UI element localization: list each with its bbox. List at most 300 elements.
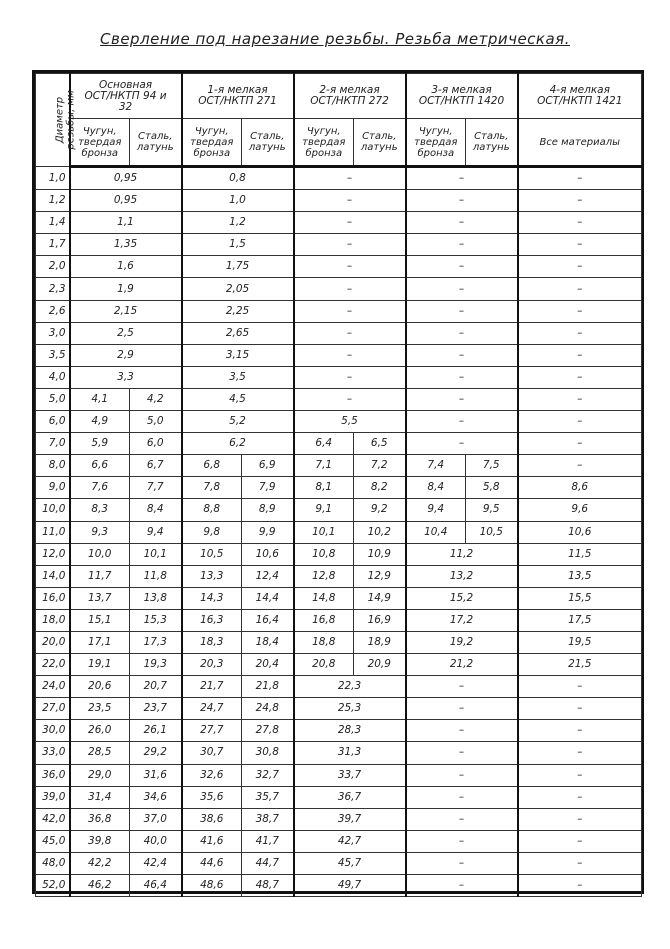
value-cell: 10,1	[294, 521, 354, 543]
table-row	[36, 256, 642, 278]
value-cell: 4,9	[70, 411, 130, 433]
value-cell: 30,7	[182, 742, 242, 764]
value-cell: 25,3	[294, 698, 406, 720]
page-title: Сверление под нарезание резьбы. Резьба метрическая.	[100, 30, 570, 48]
value-cell: 2,65	[182, 322, 294, 344]
value-cell: 14,4	[242, 587, 294, 609]
value-cell: 0,95	[70, 167, 182, 190]
value-cell: 6,6	[70, 455, 130, 477]
value-cell: 3,15	[182, 344, 294, 366]
value-cell: 2,5	[70, 322, 182, 344]
diameter-cell: 39,0	[36, 786, 70, 808]
table-row	[36, 676, 642, 698]
value-cell: –	[406, 388, 518, 410]
value-cell: –	[406, 256, 518, 278]
diameter-cell: 1,0	[36, 167, 70, 190]
value-cell: –	[406, 344, 518, 366]
table-row	[36, 720, 642, 742]
diameter-cell: 5,0	[36, 388, 70, 410]
value-cell: 4,2	[130, 388, 182, 410]
value-cell: –	[518, 808, 642, 830]
value-cell: 19,3	[130, 654, 182, 676]
value-cell: 10,9	[354, 543, 406, 565]
value-cell: –	[294, 300, 406, 322]
value-cell: –	[406, 212, 518, 234]
value-cell: –	[406, 278, 518, 300]
value-cell: 5,8	[466, 477, 518, 499]
table-row	[36, 167, 642, 190]
diameter-cell: 2,6	[36, 300, 70, 322]
value-cell: 20,9	[354, 654, 406, 676]
value-cell: 15,5	[518, 587, 642, 609]
table-row	[36, 830, 642, 852]
value-cell: 14,8	[294, 587, 354, 609]
group-header-fine1: 1-я мелкая ОСТ/НКТП 271	[182, 74, 294, 119]
value-cell: 9,6	[518, 499, 642, 521]
value-cell: 42,4	[130, 852, 182, 874]
value-cell: 20,3	[182, 654, 242, 676]
value-cell: 2,15	[70, 300, 182, 322]
value-cell: –	[518, 852, 642, 874]
value-cell: –	[406, 742, 518, 764]
value-cell: 24,7	[182, 698, 242, 720]
diameter-cell: 52,0	[36, 875, 70, 897]
value-cell: –	[294, 388, 406, 410]
value-cell: 39,7	[294, 808, 406, 830]
diameter-cell: 8,0	[36, 455, 70, 477]
diameter-cell: 18,0	[36, 609, 70, 631]
table-row	[36, 300, 642, 322]
value-cell: 8,3	[70, 499, 130, 521]
value-cell: 19,5	[518, 631, 642, 653]
group-header-fine2: 2-я мелкая ОСТ/НКТП 272	[294, 74, 406, 119]
value-cell: –	[518, 322, 642, 344]
value-cell: 13,7	[70, 587, 130, 609]
subheader-all-materials: Все материалы	[518, 119, 642, 167]
value-cell: –	[518, 676, 642, 698]
value-cell: –	[518, 411, 642, 433]
value-cell: 8,4	[130, 499, 182, 521]
value-cell: 16,8	[294, 609, 354, 631]
diameter-cell: 20,0	[36, 631, 70, 653]
table-row	[36, 852, 642, 874]
table-row	[36, 477, 642, 499]
value-cell: –	[406, 786, 518, 808]
value-cell: –	[518, 278, 642, 300]
value-cell: 18,4	[242, 631, 294, 653]
value-cell: 8,2	[354, 477, 406, 499]
value-cell: 35,7	[242, 786, 294, 808]
value-cell: 42,2	[70, 852, 130, 874]
value-cell: –	[518, 366, 642, 388]
value-cell: –	[406, 366, 518, 388]
value-cell: 5,5	[294, 411, 406, 433]
diameter-cell: 1,4	[36, 212, 70, 234]
value-cell: –	[518, 388, 642, 410]
value-cell: 13,2	[406, 565, 518, 587]
value-cell: 12,4	[242, 565, 294, 587]
value-cell: –	[518, 190, 642, 212]
value-cell: 15,3	[130, 609, 182, 631]
value-cell: –	[518, 455, 642, 477]
value-cell: 38,6	[182, 808, 242, 830]
value-cell: 13,8	[130, 587, 182, 609]
diameter-cell: 12,0	[36, 543, 70, 565]
value-cell: 48,7	[242, 875, 294, 897]
value-cell: 23,5	[70, 698, 130, 720]
value-cell: 36,8	[70, 808, 130, 830]
value-cell: 9,3	[70, 521, 130, 543]
value-cell: 19,2	[406, 631, 518, 653]
value-cell: 9,1	[294, 499, 354, 521]
value-cell: 45,7	[294, 852, 406, 874]
value-cell: 10,1	[130, 543, 182, 565]
table-row	[36, 808, 642, 830]
subheader-iron: Чугун, твердая бронза	[294, 119, 354, 167]
value-cell: 17,2	[406, 609, 518, 631]
value-cell: 31,6	[130, 764, 182, 786]
value-cell: 17,1	[70, 631, 130, 653]
diameter-cell: 9,0	[36, 477, 70, 499]
value-cell: 1,1	[70, 212, 182, 234]
value-cell: 1,6	[70, 256, 182, 278]
table-row	[36, 764, 642, 786]
diameter-label-line1: Диаметр	[54, 96, 66, 144]
value-cell: 29,2	[130, 742, 182, 764]
value-cell: –	[518, 698, 642, 720]
value-cell: 10,2	[354, 521, 406, 543]
value-cell: 0,95	[70, 190, 182, 212]
value-cell: –	[518, 830, 642, 852]
value-cell: 6,5	[354, 433, 406, 455]
value-cell: –	[294, 366, 406, 388]
value-cell: 9,8	[182, 521, 242, 543]
table-row	[36, 388, 642, 410]
value-cell: 22,3	[294, 676, 406, 698]
value-cell: 0,8	[182, 167, 294, 190]
table-row	[36, 433, 642, 455]
value-cell: –	[406, 322, 518, 344]
value-cell: 16,4	[242, 609, 294, 631]
value-cell: –	[406, 167, 518, 190]
value-cell: 6,4	[294, 433, 354, 455]
table-row	[36, 234, 642, 256]
table-row	[36, 344, 642, 366]
value-cell: –	[294, 256, 406, 278]
diameter-cell: 3,5	[36, 344, 70, 366]
value-cell: 10,8	[294, 543, 354, 565]
table-row	[36, 565, 642, 587]
value-cell: 28,3	[294, 720, 406, 742]
subheader-iron: Чугун, твердая бронза	[182, 119, 242, 167]
value-cell: 8,4	[406, 477, 466, 499]
diameter-cell: 2,0	[36, 256, 70, 278]
value-cell: 20,6	[70, 676, 130, 698]
value-cell: 10,6	[518, 521, 642, 543]
value-cell: 42,7	[294, 830, 406, 852]
value-cell: 7,1	[294, 455, 354, 477]
value-cell: 2,9	[70, 344, 182, 366]
table-row	[36, 366, 642, 388]
diameter-cell: 1,7	[36, 234, 70, 256]
value-cell: 1,0	[182, 190, 294, 212]
value-cell: –	[406, 234, 518, 256]
value-cell: 10,5	[466, 521, 518, 543]
value-cell: 49,7	[294, 875, 406, 897]
subheader-steel: Сталь, латунь	[466, 119, 518, 167]
diameter-cell: 14,0	[36, 565, 70, 587]
value-cell: 41,7	[242, 830, 294, 852]
value-cell: 7,4	[406, 455, 466, 477]
value-cell: 29,0	[70, 764, 130, 786]
diameter-label-line2: резьбы, мм	[65, 90, 77, 150]
subheader-steel: Сталь, латунь	[354, 119, 406, 167]
value-cell: 10,0	[70, 543, 130, 565]
value-cell: 6,7	[130, 455, 182, 477]
value-cell: 7,5	[466, 455, 518, 477]
table-row	[36, 322, 642, 344]
value-cell: –	[406, 720, 518, 742]
diameter-cell: 1,2	[36, 190, 70, 212]
diameter-cell: 30,0	[36, 720, 70, 742]
value-cell: –	[406, 830, 518, 852]
value-cell: 20,8	[294, 654, 354, 676]
value-cell: 9,4	[406, 499, 466, 521]
diameter-cell: 6,0	[36, 411, 70, 433]
diameter-cell: 2,3	[36, 278, 70, 300]
table-row	[36, 543, 642, 565]
value-cell: 4,1	[70, 388, 130, 410]
value-cell: 7,2	[354, 455, 406, 477]
value-cell: 9,2	[354, 499, 406, 521]
value-cell: 21,7	[182, 676, 242, 698]
diameter-cell: 10,0	[36, 499, 70, 521]
value-cell: 28,5	[70, 742, 130, 764]
value-cell: 6,0	[130, 433, 182, 455]
value-cell: –	[518, 256, 642, 278]
value-cell: 12,8	[294, 565, 354, 587]
value-cell: 10,4	[406, 521, 466, 543]
value-cell: 1,2	[182, 212, 294, 234]
value-cell: 1,5	[182, 234, 294, 256]
diameter-cell: 22,0	[36, 654, 70, 676]
value-cell: 27,7	[182, 720, 242, 742]
value-cell: 21,5	[518, 654, 642, 676]
table-row	[36, 875, 642, 897]
table-row	[36, 190, 642, 212]
table-row	[36, 278, 642, 300]
group-header-fine3: 3-я мелкая ОСТ/НКТП 1420	[406, 74, 518, 119]
value-cell: 14,3	[182, 587, 242, 609]
value-cell: 8,1	[294, 477, 354, 499]
diameter-cell: 48,0	[36, 852, 70, 874]
value-cell: –	[406, 852, 518, 874]
value-cell: –	[518, 742, 642, 764]
group-header-fine4: 4-я мелкая ОСТ/НКТП 1421	[518, 74, 642, 119]
value-cell: 7,7	[130, 477, 182, 499]
value-cell: 13,5	[518, 565, 642, 587]
value-cell: 17,3	[130, 631, 182, 653]
value-cell: 36,7	[294, 786, 406, 808]
value-cell: 15,2	[406, 587, 518, 609]
value-cell: 41,6	[182, 830, 242, 852]
value-cell: 26,1	[130, 720, 182, 742]
value-cell: –	[406, 875, 518, 897]
value-cell: –	[294, 167, 406, 190]
value-cell: 11,2	[406, 543, 518, 565]
value-cell: –	[294, 190, 406, 212]
value-cell: 8,6	[518, 477, 642, 499]
value-cell: –	[518, 344, 642, 366]
diameter-cell: 42,0	[36, 808, 70, 830]
value-cell: –	[406, 808, 518, 830]
table-row	[36, 631, 642, 653]
value-cell: 16,3	[182, 609, 242, 631]
value-cell: 40,0	[130, 830, 182, 852]
value-cell: 38,7	[242, 808, 294, 830]
subheader-iron: Чугун, твердая бронза	[70, 119, 130, 167]
value-cell: –	[518, 433, 642, 455]
value-cell: 39,8	[70, 830, 130, 852]
drill-size-table	[35, 73, 642, 897]
value-cell: 35,6	[182, 786, 242, 808]
value-cell: –	[518, 300, 642, 322]
value-cell: –	[406, 411, 518, 433]
value-cell: –	[406, 764, 518, 786]
value-cell: 11,5	[518, 543, 642, 565]
value-cell: 21,2	[406, 654, 518, 676]
subheader-steel: Сталь, латунь	[242, 119, 294, 167]
table-row	[36, 212, 642, 234]
diameter-cell: 36,0	[36, 764, 70, 786]
value-cell: 32,7	[242, 764, 294, 786]
diameter-cell: 24,0	[36, 676, 70, 698]
diameter-cell: 11,0	[36, 521, 70, 543]
value-cell: 5,0	[130, 411, 182, 433]
value-cell: 27,8	[242, 720, 294, 742]
value-cell: 3,5	[182, 366, 294, 388]
value-cell: 32,6	[182, 764, 242, 786]
table-row	[36, 499, 642, 521]
diameter-header	[36, 74, 77, 167]
value-cell: 31,3	[294, 742, 406, 764]
value-cell: –	[406, 300, 518, 322]
value-cell: 30,8	[242, 742, 294, 764]
value-cell: 9,5	[466, 499, 518, 521]
value-cell: 16,9	[354, 609, 406, 631]
value-cell: 2,05	[182, 278, 294, 300]
value-cell: –	[294, 344, 406, 366]
value-cell: 1,9	[70, 278, 182, 300]
diameter-cell: 4,0	[36, 366, 70, 388]
value-cell: –	[294, 234, 406, 256]
value-cell: 6,2	[182, 433, 294, 455]
value-cell: 44,7	[242, 852, 294, 874]
value-cell: 19,1	[70, 654, 130, 676]
value-cell: –	[518, 786, 642, 808]
value-cell: –	[518, 167, 642, 190]
value-cell: 11,8	[130, 565, 182, 587]
value-cell: –	[518, 875, 642, 897]
diameter-cell: 3,0	[36, 322, 70, 344]
value-cell: 7,8	[182, 477, 242, 499]
value-cell: 37,0	[130, 808, 182, 830]
value-cell: 9,9	[242, 521, 294, 543]
value-cell: 34,6	[130, 786, 182, 808]
value-cell: 18,9	[354, 631, 406, 653]
subheader-iron: Чугун, твердая бронза	[406, 119, 466, 167]
table-row	[36, 609, 642, 631]
value-cell: 20,7	[130, 676, 182, 698]
value-cell: 13,3	[182, 565, 242, 587]
table-row	[36, 654, 642, 676]
value-cell: –	[294, 212, 406, 234]
value-cell: 6,8	[182, 455, 242, 477]
table-row	[36, 521, 642, 543]
value-cell: 23,7	[130, 698, 182, 720]
value-cell: –	[294, 278, 406, 300]
value-cell: 44,6	[182, 852, 242, 874]
value-cell: –	[518, 764, 642, 786]
value-cell: 5,9	[70, 433, 130, 455]
value-cell: 10,6	[242, 543, 294, 565]
value-cell: 11,7	[70, 565, 130, 587]
value-cell: 4,5	[182, 388, 294, 410]
diameter-cell: 45,0	[36, 830, 70, 852]
value-cell: –	[294, 322, 406, 344]
table-row	[36, 786, 642, 808]
value-cell: –	[406, 698, 518, 720]
value-cell: 18,8	[294, 631, 354, 653]
table-row	[36, 742, 642, 764]
value-cell: 46,4	[130, 875, 182, 897]
value-cell: 6,9	[242, 455, 294, 477]
value-cell: 33,7	[294, 764, 406, 786]
diameter-cell: 27,0	[36, 698, 70, 720]
value-cell: 1,75	[182, 256, 294, 278]
value-cell: 24,8	[242, 698, 294, 720]
value-cell: 48,6	[182, 875, 242, 897]
value-cell: –	[406, 676, 518, 698]
value-cell: 31,4	[70, 786, 130, 808]
value-cell: –	[518, 234, 642, 256]
value-cell: –	[406, 190, 518, 212]
value-cell: 14,9	[354, 587, 406, 609]
table-row	[36, 587, 642, 609]
value-cell: –	[518, 720, 642, 742]
value-cell: 8,8	[182, 499, 242, 521]
diameter-cell: 16,0	[36, 587, 70, 609]
value-cell: 20,4	[242, 654, 294, 676]
table-row	[36, 455, 642, 477]
value-cell: 7,9	[242, 477, 294, 499]
value-cell: 12,9	[354, 565, 406, 587]
value-cell: –	[406, 433, 518, 455]
value-cell: 7,6	[70, 477, 130, 499]
value-cell: 9,4	[130, 521, 182, 543]
value-cell: 10,5	[182, 543, 242, 565]
value-cell: –	[518, 212, 642, 234]
value-cell: 17,5	[518, 609, 642, 631]
value-cell: 2,25	[182, 300, 294, 322]
group-header-main: Основная ОСТ/НКТП 94 и 32	[70, 74, 182, 119]
value-cell: 5,2	[182, 411, 294, 433]
value-cell: 26,0	[70, 720, 130, 742]
diameter-cell: 7,0	[36, 433, 70, 455]
table-row	[36, 698, 642, 720]
diameter-cell: 33,0	[36, 742, 70, 764]
value-cell: 46,2	[70, 875, 130, 897]
